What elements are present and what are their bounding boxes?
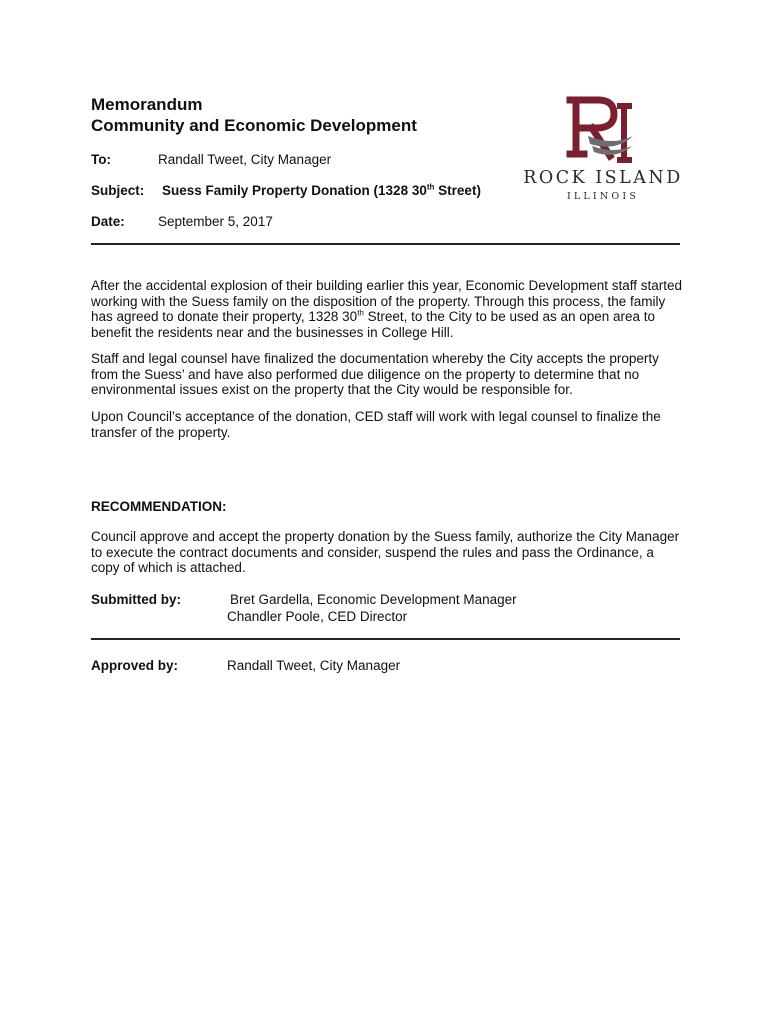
to-label: To: xyxy=(91,152,111,167)
submitted-by-name-1: Bret Gardella, Economic Development Manager xyxy=(230,592,517,607)
date-value: September 5, 2017 xyxy=(158,214,273,229)
logo-name: ROCK ISLAND xyxy=(523,168,683,188)
memo-title: Memorandum xyxy=(91,95,203,114)
subject-value: Suess Family Property Donation (1328 30th Street) xyxy=(162,182,481,198)
department-title: Community and Economic Development xyxy=(91,116,417,135)
recommendation-text: Council approve and accept the property donation by the Suess family, authorize the City Manager to execute the contract documents and consider, suspend the rules and pass the Ordinance, a copy of which is attached. xyxy=(91,529,680,575)
recommendation-heading: RECOMMENDATION: xyxy=(91,499,227,514)
rock-island-logo xyxy=(518,96,688,211)
approved-by-label: Approved by: xyxy=(91,658,179,673)
ri-monogram-icon xyxy=(518,96,688,166)
submitted-by-name-2: Chandler Poole, CED Director xyxy=(227,609,408,624)
submitted-by-label: Submitted by: xyxy=(91,592,181,607)
date-label: Date: xyxy=(91,214,125,229)
approved-by-name: Randall Tweet, City Manager xyxy=(227,658,401,673)
body-paragraph-2: Staff and legal counsel have finalized the documentation whereby the City accepts the property from the Suess’ and have also performed due diligence on the property to determine that no environmental issues exist on the property that the City would be responsible for. xyxy=(91,351,659,397)
signoff-divider xyxy=(91,638,680,640)
logo-state: ILLINOIS xyxy=(566,191,640,202)
header-divider xyxy=(91,243,680,245)
body-paragraph-3: Upon Council’s acceptance of the donation, CED staff will work with legal counsel to finalize the transfer of the property. xyxy=(91,409,661,440)
to-value: Randall Tweet, City Manager xyxy=(158,152,332,167)
subject-label: Subject: xyxy=(91,183,145,198)
body-paragraph-1: After the accidental explosion of their building earlier this year, Economic Development staff started working with the Suess family on the disposition of the property. Through this process, the family has agreed to donate their property, 1328 30th Street, to the City to be used as an open area to benefit the residents near and the businesses in College Hill. xyxy=(91,278,683,340)
